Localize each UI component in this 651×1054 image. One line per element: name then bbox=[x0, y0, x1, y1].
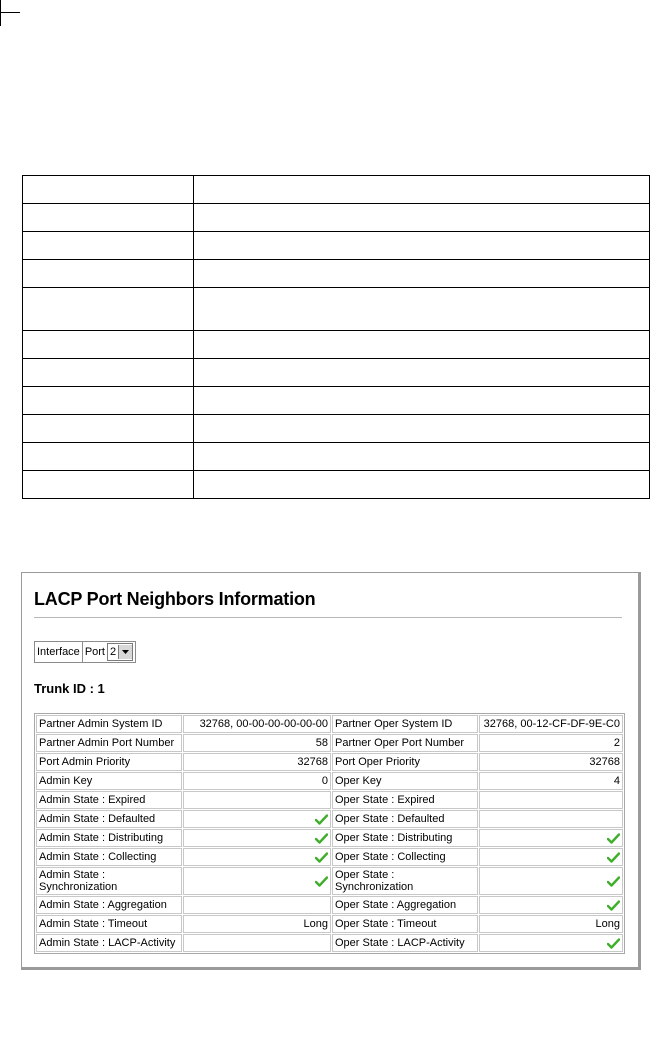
partner-oper-port-number-label: Partner Oper Port Number bbox=[332, 734, 478, 752]
admin-state-distributing-value bbox=[183, 829, 331, 847]
admin-state-distributing-label: Admin State : Distributing bbox=[36, 829, 182, 847]
page-title: LACP Port Neighbors Information bbox=[34, 589, 316, 609]
table-row bbox=[23, 443, 650, 471]
partner-admin-port-number-value: 58 bbox=[183, 734, 331, 752]
partner-admin-port-number-label: Partner Admin Port Number bbox=[36, 734, 182, 752]
oper-state-defaulted-label: Oper State : Defaulted bbox=[332, 810, 478, 828]
oper-state-expired-value bbox=[479, 791, 623, 809]
oper-state-lacp-activity-label: Oper State : LACP-Activity bbox=[332, 934, 478, 952]
admin-state-lacp-activity-label: Admin State : LACP-Activity bbox=[36, 934, 182, 952]
lacp-neighbors-panel bbox=[21, 572, 641, 970]
oper-key-value: 4 bbox=[479, 772, 623, 790]
oper-key-label: Oper Key bbox=[332, 772, 478, 790]
oper-state-timeout-label: Oper State : Timeout bbox=[332, 915, 478, 933]
table-row bbox=[23, 260, 650, 288]
oper-state-aggregation-value bbox=[479, 896, 623, 914]
port-label: Port bbox=[84, 646, 105, 658]
admin-key-value: 0 bbox=[183, 772, 331, 790]
table-row bbox=[23, 415, 650, 443]
admin-state-collecting-label: Admin State : Collecting bbox=[36, 848, 182, 866]
oper-state-distributing-value bbox=[479, 829, 623, 847]
check-icon bbox=[315, 833, 328, 844]
check-icon bbox=[315, 852, 328, 863]
corner-mark-horizontal bbox=[0, 12, 20, 13]
check-icon bbox=[315, 876, 328, 887]
table-row bbox=[36, 791, 623, 809]
corner-mark-vertical bbox=[0, 0, 1, 26]
check-icon bbox=[607, 852, 620, 863]
table-row bbox=[36, 896, 623, 914]
table-row bbox=[36, 810, 623, 828]
table-row bbox=[23, 359, 650, 387]
check-icon bbox=[607, 900, 620, 911]
chevron-down-icon[interactable] bbox=[118, 645, 132, 659]
oper-state-collecting-value bbox=[479, 848, 623, 866]
table-row bbox=[23, 471, 650, 499]
partner-oper-system-id-value: 32768, 00-12-CF-DF-9E-C0 bbox=[479, 715, 623, 733]
check-icon bbox=[607, 876, 620, 887]
table-row bbox=[23, 288, 650, 331]
admin-state-aggregation-value bbox=[183, 896, 331, 914]
port-select-value: 2 bbox=[110, 646, 117, 658]
table-row bbox=[36, 715, 623, 733]
check-icon bbox=[607, 833, 620, 844]
document-reference-table bbox=[22, 175, 650, 499]
admin-state-defaulted-label: Admin State : Defaulted bbox=[36, 810, 182, 828]
table-row bbox=[23, 387, 650, 415]
table-row bbox=[23, 176, 650, 204]
check-icon bbox=[315, 814, 328, 825]
table-row bbox=[36, 848, 623, 866]
admin-state-synchronization-label: Admin State : Synchronization bbox=[36, 867, 182, 895]
oper-state-timeout-value: Long bbox=[479, 915, 623, 933]
oper-state-synchronization-label: Oper State : Synchronization bbox=[332, 867, 478, 895]
oper-state-aggregation-label: Oper State : Aggregation bbox=[332, 896, 478, 914]
neighbors-info-table bbox=[34, 713, 625, 954]
partner-admin-system-id-value: 32768, 00-00-00-00-00-00 bbox=[183, 715, 331, 733]
check-icon bbox=[607, 938, 620, 949]
oper-state-synchronization-value bbox=[479, 867, 623, 895]
table-row bbox=[23, 331, 650, 359]
table-row bbox=[23, 232, 650, 260]
admin-state-collecting-value bbox=[183, 848, 331, 866]
oper-state-collecting-label: Oper State : Collecting bbox=[332, 848, 478, 866]
admin-state-synchronization-value bbox=[183, 867, 331, 895]
table-row bbox=[36, 772, 623, 790]
oper-state-lacp-activity-value bbox=[479, 934, 623, 952]
port-admin-priority-value: 32768 bbox=[183, 753, 331, 771]
trunk-id: Trunk ID : 1 bbox=[34, 681, 105, 696]
admin-state-timeout-value: Long bbox=[183, 915, 331, 933]
table-row bbox=[36, 753, 623, 771]
oper-state-distributing-label: Oper State : Distributing bbox=[332, 829, 478, 847]
port-oper-priority-value: 32768 bbox=[479, 753, 623, 771]
interface-label: Interface bbox=[35, 642, 83, 662]
admin-state-timeout-label: Admin State : Timeout bbox=[36, 915, 182, 933]
table-row bbox=[23, 204, 650, 232]
port-select[interactable] bbox=[107, 643, 133, 661]
oper-state-defaulted-value bbox=[479, 810, 623, 828]
port-selector bbox=[83, 642, 135, 662]
interface-selector bbox=[34, 641, 136, 663]
admin-state-expired-value bbox=[183, 791, 331, 809]
partner-oper-port-number-value: 2 bbox=[479, 734, 623, 752]
table-row bbox=[36, 734, 623, 752]
admin-key-label: Admin Key bbox=[36, 772, 182, 790]
admin-state-aggregation-label: Admin State : Aggregation bbox=[36, 896, 182, 914]
partner-oper-system-id-label: Partner Oper System ID bbox=[332, 715, 478, 733]
admin-state-defaulted-value bbox=[183, 810, 331, 828]
oper-state-expired-label: Oper State : Expired bbox=[332, 791, 478, 809]
port-admin-priority-label: Port Admin Priority bbox=[36, 753, 182, 771]
table-row bbox=[36, 829, 623, 847]
title-divider bbox=[34, 617, 622, 618]
table-row bbox=[36, 915, 623, 933]
table-row bbox=[36, 934, 623, 952]
partner-admin-system-id-label: Partner Admin System ID bbox=[36, 715, 182, 733]
port-oper-priority-label: Port Oper Priority bbox=[332, 753, 478, 771]
table-row bbox=[36, 867, 623, 895]
admin-state-lacp-activity-value bbox=[183, 934, 331, 952]
page-corner-mark bbox=[0, 0, 20, 26]
admin-state-expired-label: Admin State : Expired bbox=[36, 791, 182, 809]
